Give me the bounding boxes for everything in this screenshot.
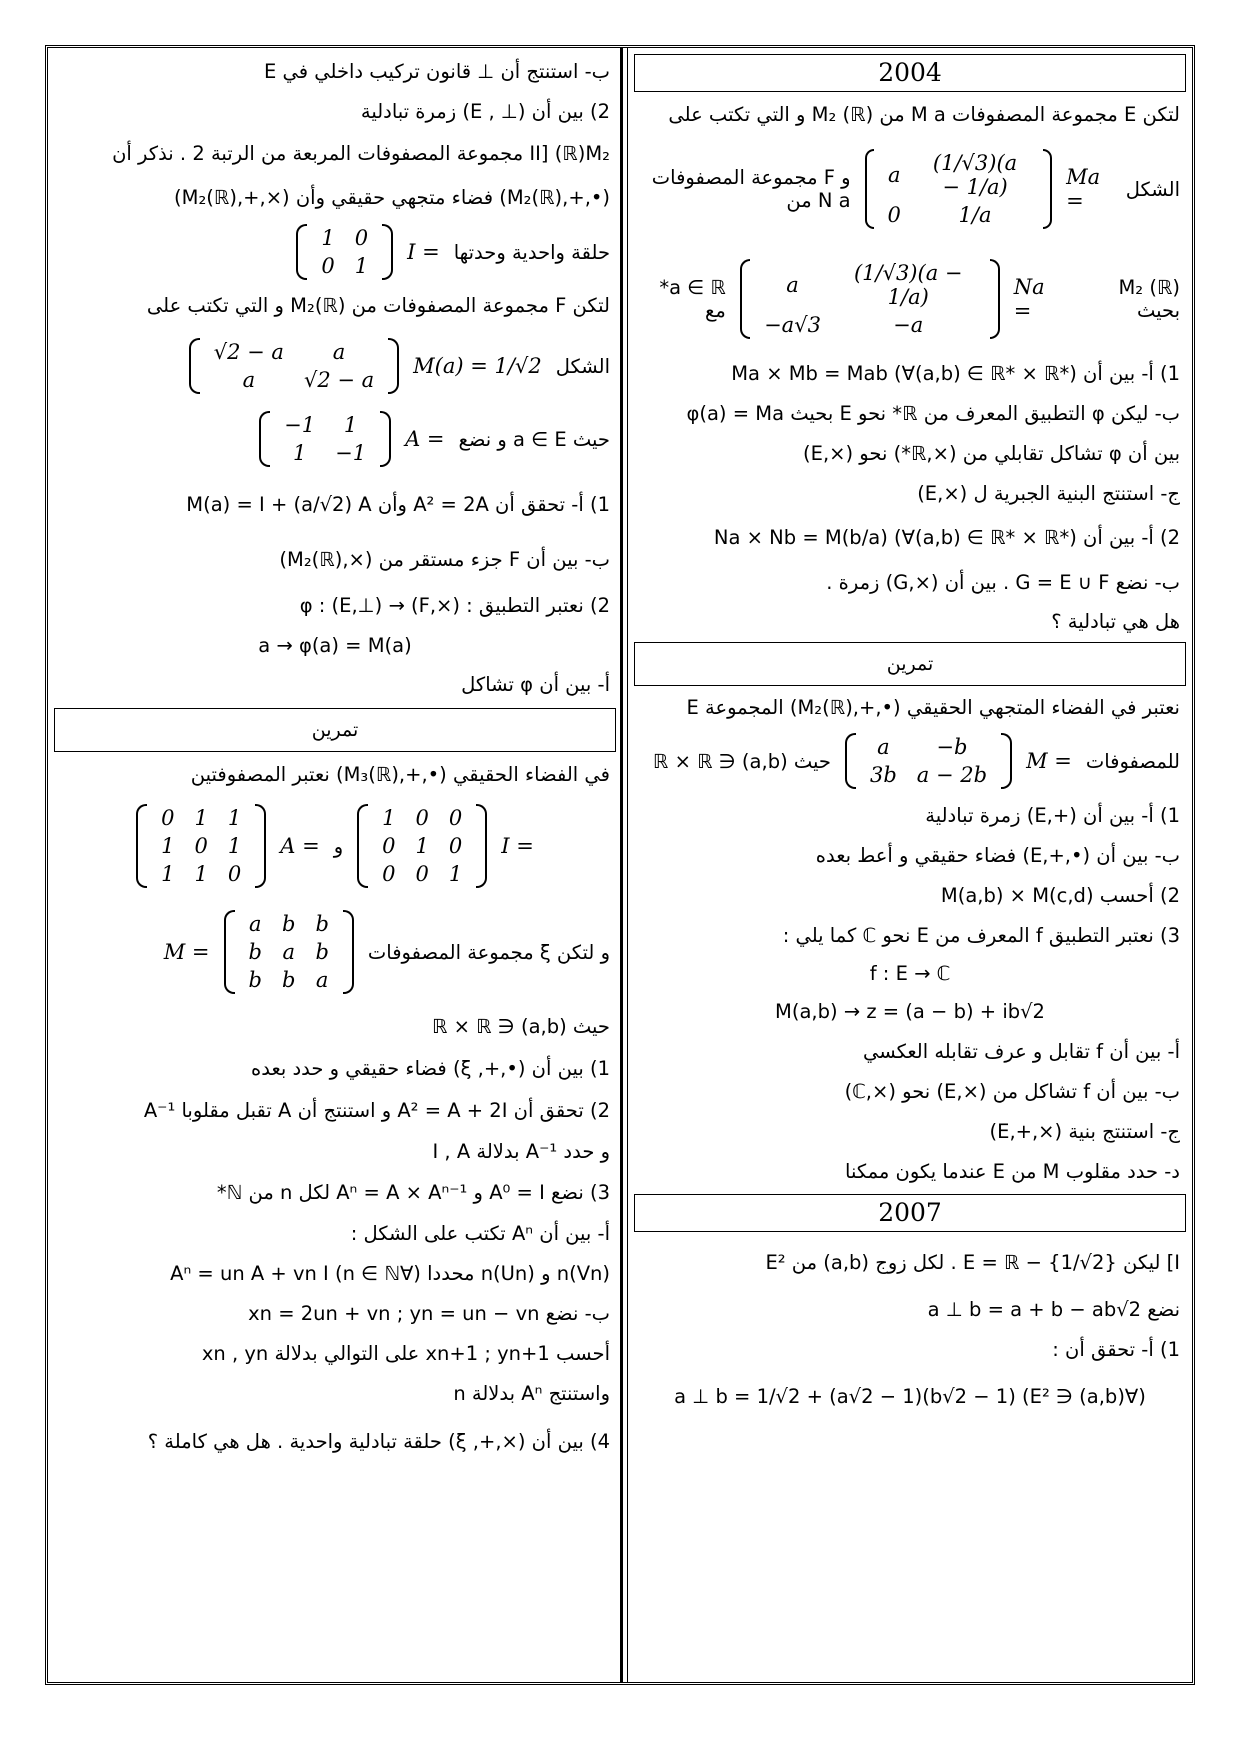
matrix-cell: 1 bbox=[194, 806, 208, 830]
text-line: (•,+,(ℝ)M₂) فضاء متجهي حقيقي وأن (×,+,(ℝ)M₂) bbox=[174, 186, 610, 209]
text-line: أحسب xn+1 ; yn+1 على التوالي بدلالة xn , yn bbox=[201, 1342, 610, 1365]
question-1a: 1) أ- بين أن Ma × Mb = Mab (∀(a,b) ∈ ℝ* × ℝ*) bbox=[731, 362, 1180, 385]
right-column bbox=[630, 52, 1190, 1680]
text-line: حيث (a,b) ∈ ℝ × ℝ bbox=[431, 1015, 610, 1038]
matrix-M bbox=[845, 733, 1012, 789]
formula-line: a → φ(a) = M(a) bbox=[258, 634, 412, 657]
matrix-lhs: Ma = bbox=[1066, 165, 1101, 213]
matrix-lhs: I = bbox=[501, 834, 534, 858]
matrix-lhs: I = bbox=[407, 240, 440, 264]
text-line: ب- بين أن (•,+,E) فضاء حقيقي و أعط بعده bbox=[815, 844, 1180, 867]
text-line: 1) أ- تحقق أن A² = 2A وأن M(a) = I + (a/√2) A bbox=[186, 493, 610, 516]
matrix-line-Ma bbox=[630, 134, 1190, 244]
text-label: للمصفوفات bbox=[1085, 749, 1180, 773]
matrix-line-Na bbox=[630, 244, 1190, 354]
matrix-A3 bbox=[136, 804, 266, 888]
matrix-cell: b bbox=[315, 912, 329, 936]
matrix-cell: b bbox=[248, 968, 262, 992]
text-line: 1) أ- بين أن (+,E) زمرة تبادلية bbox=[925, 804, 1180, 827]
text-line: بين أن φ تشاكل تقابلي من (×,ℝ*) نحو (×,E) bbox=[803, 442, 1180, 465]
matrix-cell: 1 bbox=[343, 413, 358, 437]
text-line: ب- بين أن F جزء مستقر من (×,(ℝ)M₂) bbox=[279, 548, 610, 571]
formula-line: (∀(a,b) ∈ E²) a ⊥ b = 1/√2 + (a√2 − 1)(b√2 − 1) bbox=[674, 1385, 1146, 1408]
matrix-line-M bbox=[630, 726, 1190, 796]
text-line: نضع a ⊥ b = a + b − ab√2 bbox=[927, 1298, 1180, 1321]
matrix-lhs: M(a) = 1/√2 bbox=[413, 354, 542, 378]
left-column bbox=[50, 52, 620, 1680]
text-line: لتكن E مجموعة المصفوفات M a من (ℝ) M₂ و التي تكتب على bbox=[668, 103, 1180, 126]
matrix-cell: −a√3 bbox=[764, 313, 821, 337]
text-label: حيث a ∈ E و نضع bbox=[458, 427, 610, 451]
text-line: أ- بين أن φ تشاكل bbox=[461, 673, 610, 696]
text-line: نعتبر في الفضاء المتجهي الحقيقي (•,+,(ℝ)M₂) المجموعة E bbox=[686, 696, 1180, 719]
text-line: هل هي تبادلية ؟ bbox=[1051, 610, 1180, 633]
matrix-cell: (1/√3)(a − 1/a) bbox=[932, 151, 1018, 199]
matrix-cell: a bbox=[315, 968, 329, 992]
matrix-cell: −a bbox=[893, 313, 924, 337]
matrix-cell: a bbox=[248, 912, 262, 936]
matrix-cell: a bbox=[332, 340, 346, 364]
matrix-line-A3-I3 bbox=[50, 794, 620, 898]
matrix-cell: −b bbox=[936, 735, 968, 759]
matrix-cell: a bbox=[282, 940, 295, 964]
question-1b: ب- ليكن φ التطبيق المعرف من ℝ* نحو E بحيث φ(a) = Ma bbox=[686, 402, 1180, 425]
matrix-cell: 1 bbox=[448, 862, 463, 886]
matrix-cell: 0 bbox=[227, 862, 242, 886]
matrix-cell: 0 bbox=[448, 806, 463, 830]
question-2b: ب- نضع G = E ∪ F . بين أن (×,G) زمرة . bbox=[826, 571, 1180, 594]
text-line: I] ليكن E = ℝ − {1/√2} . لكل زوج (a,b) من E² bbox=[765, 1251, 1180, 1274]
matrix-cell: b bbox=[248, 940, 262, 964]
question-1c: ج- استنتج البنية الجبرية ل (×,E) bbox=[917, 482, 1180, 505]
text-line: لتكن F مجموعة المصفوفات من (ℝ)M₂ و التي تكتب على bbox=[146, 294, 610, 317]
text-line: ب- استنتج أن ⊥ قانون تركيب داخلي في E bbox=[263, 60, 610, 83]
matrix-A bbox=[259, 411, 391, 467]
matrix-M3 bbox=[224, 910, 354, 994]
matrix-cell: b bbox=[315, 940, 329, 964]
matrix-lhs: M = bbox=[1026, 749, 1072, 773]
text-line: 4) بين أن (×,+, ξ) حلقة تبادلية واحدية . هل هي كاملة ؟ bbox=[147, 1430, 610, 1453]
matrix-cell: 1 bbox=[227, 806, 242, 830]
matrix-line-I bbox=[50, 220, 620, 284]
text-line: و حدد A⁻¹ بدلالة I , A bbox=[432, 1140, 610, 1163]
text-label: a ∈ ℝ* مع bbox=[659, 276, 726, 322]
matrix-cell: a bbox=[242, 368, 256, 392]
matrix-cell: 1 bbox=[382, 806, 396, 830]
matrix-cell: √2 − a bbox=[213, 340, 284, 364]
matrix-cell: −1 bbox=[284, 413, 316, 437]
matrix-cell: b bbox=[281, 912, 296, 936]
matrix-Na bbox=[740, 259, 1000, 339]
matrix-cell: 0 bbox=[161, 806, 175, 830]
text-line: 2) بين أن (⊥ , E) زمرة تبادلية bbox=[360, 100, 610, 123]
formula-line: f : E → ℂ bbox=[869, 962, 951, 985]
text-line: ج- استنتج بنية (×,+,E) bbox=[989, 1120, 1180, 1143]
matrix-Ma bbox=[865, 149, 1053, 229]
text-line: د- حدد مقلوب M من E عندما يكون ممكنا bbox=[845, 1160, 1180, 1183]
matrix-cell: 0 bbox=[382, 834, 396, 858]
text-label: و bbox=[333, 834, 344, 858]
matrix-line-A bbox=[50, 404, 620, 474]
matrix-lhs: A = bbox=[405, 427, 445, 451]
matrix-cell: 1 bbox=[194, 862, 208, 886]
text-line: 3) نعتبر التطبيق f المعرف من E نحو ℂ كما يلي : bbox=[782, 924, 1180, 947]
matrix-cell: 0 bbox=[321, 254, 335, 278]
text-line: أ- بين أن Aⁿ تكتب على الشكل : bbox=[350, 1222, 610, 1245]
question-2a: 2) أ- بين أن Na × Nb = M(b/a) (∀(a,b) ∈ ℝ* × ℝ*) bbox=[713, 526, 1180, 549]
matrix-cell: a bbox=[786, 273, 799, 297]
matrix-cell: a bbox=[887, 163, 901, 187]
text-line: ب- بين أن f تشاكل من (×,E) نحو (×,ℂ) bbox=[844, 1080, 1180, 1103]
year-2007-box: 2007 bbox=[634, 1194, 1186, 1232]
text-line: ب- نضع xn = 2un + vn ; yn = un − vn bbox=[248, 1302, 610, 1325]
text-line: 2) تحقق أن A² = A + 2I و استنتج أن A تقبل مقلوبا A⁻¹ bbox=[143, 1099, 610, 1122]
text-label: حيث (a,b) ∈ ℝ × ℝ bbox=[652, 749, 831, 773]
matrix-lhs: A = bbox=[280, 834, 320, 858]
matrix-Mofa bbox=[189, 338, 399, 394]
matrix-I3 bbox=[357, 804, 487, 888]
text-line: 2) نعتبر التطبيق : φ : (E,⊥) → (F,×) bbox=[299, 594, 610, 617]
matrix-cell: 1 bbox=[321, 226, 335, 250]
matrix-line-M3 bbox=[50, 898, 620, 1006]
text-label: (ℝ) M₂ بحيث bbox=[1118, 276, 1180, 322]
formula-line: M(a,b) → z = (a − b) + ib√2 bbox=[775, 1000, 1045, 1023]
text-label: و لتكن ξ مجموعة المصفوفات bbox=[367, 940, 610, 964]
matrix-cell: 1 bbox=[415, 834, 429, 858]
year-2004-box: 2004 bbox=[634, 54, 1186, 92]
matrix-cell: −1 bbox=[335, 441, 367, 465]
matrix-cell: 0 bbox=[354, 226, 369, 250]
matrix-cell: 0 bbox=[194, 834, 208, 858]
matrix-cell: 0 bbox=[448, 834, 463, 858]
matrix-cell: 1 bbox=[227, 834, 242, 858]
text-line: 2) أحسب M(a,b) × M(c,d) bbox=[940, 884, 1180, 907]
matrix-cell: 0 bbox=[415, 862, 429, 886]
text-line: في الفضاء الحقيقي (•,+,(ℝ)M₃) نعتبر المصفوفتين bbox=[190, 763, 610, 786]
matrix-cell: 0 bbox=[382, 862, 396, 886]
text-label: و F مجموعة المصفوفات N a من bbox=[651, 166, 851, 212]
matrix-line-Mofa bbox=[50, 328, 620, 404]
text-label: الشكل bbox=[555, 354, 610, 378]
exercise-title-box: تمرين bbox=[54, 708, 616, 752]
text-line: 3) نضع A⁰ = I و Aⁿ = A × Aⁿ⁻¹ لكل n من ℕ* bbox=[216, 1181, 610, 1204]
matrix-cell: √2 − a bbox=[303, 368, 375, 392]
matrix-cell: 0 bbox=[887, 203, 901, 227]
text-line: 1) بين أن (•,+, ξ) فضاء حقيقي و حدد بعده bbox=[251, 1057, 610, 1080]
matrix-cell: a bbox=[877, 735, 890, 759]
matrix-cell: 0 bbox=[415, 806, 429, 830]
matrix-lhs: Na = bbox=[1013, 275, 1045, 323]
exercise-title-box: تمرين bbox=[634, 642, 1186, 686]
matrix-cell: 1 bbox=[161, 862, 175, 886]
matrix-cell: a − 2b bbox=[916, 763, 988, 787]
text-line: أ- بين أن f تقابل و عرف تقابله العكسي bbox=[862, 1040, 1180, 1063]
matrix-cell: 3b bbox=[869, 763, 897, 787]
matrix-cell: 1 bbox=[161, 834, 175, 858]
matrix-cell: (1/√3)(a − 1/a) bbox=[853, 261, 963, 309]
column-divider bbox=[620, 47, 628, 1683]
text-line: (Vn)n و (Un)n محددا (∀n ∈ ℕ) Aⁿ = un A + vn I bbox=[170, 1262, 610, 1285]
text-label: الشكل bbox=[1125, 177, 1180, 201]
matrix-cell: 1 bbox=[354, 254, 369, 278]
text-line: 1) أ- تحقق أن : bbox=[1052, 1338, 1180, 1361]
text-label: حلقة واحدية وحدتها bbox=[453, 240, 610, 264]
matrix-cell: b bbox=[281, 968, 296, 992]
matrix-cell: 1/a bbox=[958, 203, 992, 227]
matrix-lhs: M = bbox=[163, 940, 210, 964]
text-line: واستنتج Aⁿ بدلالة n bbox=[453, 1382, 610, 1405]
matrix-I bbox=[296, 224, 393, 280]
text-line: II] (ℝ)M₂ مجموعة المصفوفات المربعة من الرتبة 2 . نذكر أن bbox=[112, 142, 610, 165]
matrix-cell: 1 bbox=[292, 441, 307, 465]
